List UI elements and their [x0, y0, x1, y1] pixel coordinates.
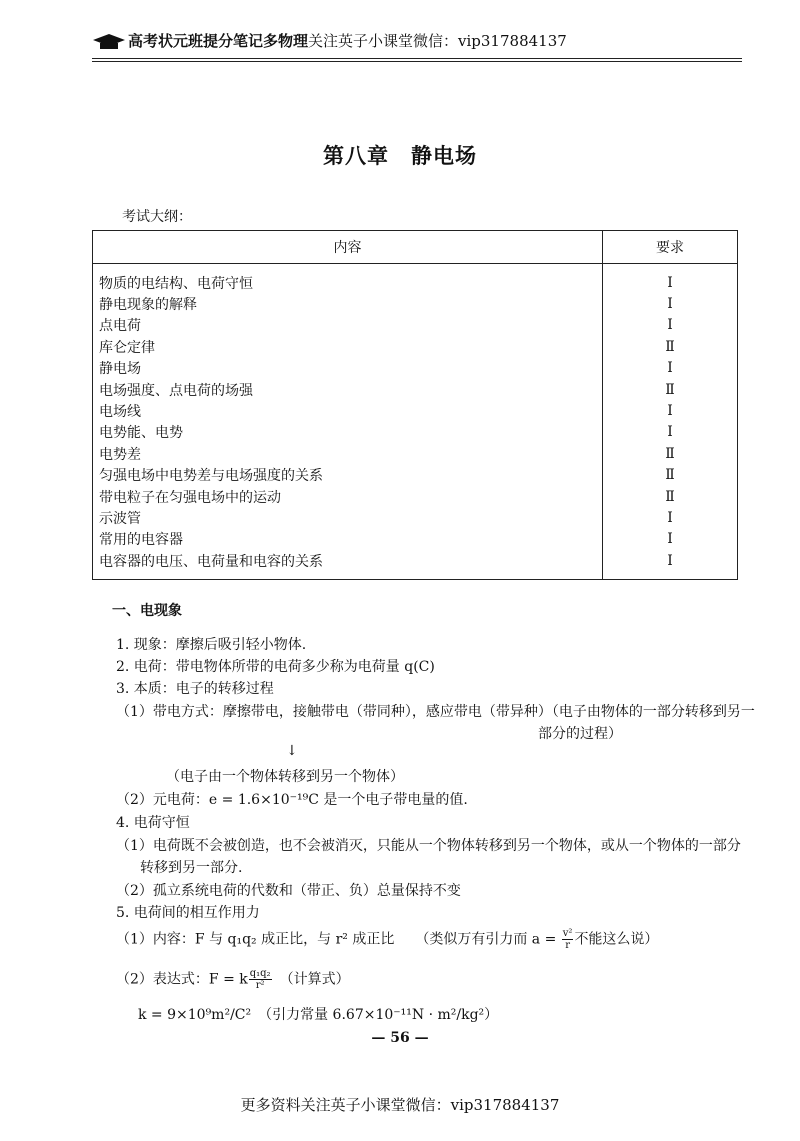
text-line: 5. 电荷间的相互作用力	[116, 905, 260, 921]
row-level: Ⅰ	[667, 274, 673, 291]
text-line: （2）元电荷：e = 1.6×10⁻¹⁹C 是一个电子带电量的值.	[116, 792, 468, 808]
text-line: k = 9×10⁹m²/C² （引力常量 6.67×10⁻¹¹N · m²/kg²）	[138, 1007, 499, 1023]
formula-line-expression	[116, 968, 350, 991]
text-line: 4. 电荷守恒	[116, 815, 190, 831]
table-row	[93, 550, 738, 571]
text-line: （电子由一个物体转移到另一个物体）	[166, 769, 404, 785]
table-row	[93, 443, 738, 464]
formula-text: （1）内容：F 与 q₁q₂ 成正比，与 r² 成正比 （类似万有引力而 a =	[116, 931, 561, 948]
header-text	[128, 30, 567, 51]
fraction-denominator: r²	[255, 980, 265, 991]
page-header	[92, 30, 742, 56]
table-row	[93, 400, 738, 421]
outline-label: 考试大纲：	[122, 209, 192, 225]
fraction	[249, 968, 272, 991]
row-content: 点电荷	[93, 315, 603, 336]
graduation-cap-icon	[92, 32, 126, 52]
table-row	[93, 272, 738, 293]
formula-text: （计算式）	[272, 971, 350, 988]
formula-text: 不能这么说）	[574, 931, 659, 948]
row-content: 电容器的电压、电荷量和电容的关系	[93, 550, 603, 571]
row-level: Ⅰ	[667, 424, 673, 441]
section-heading: 一、电现象	[112, 603, 182, 619]
table-row	[93, 358, 738, 379]
table-row	[93, 315, 738, 336]
fraction-denominator: r	[565, 940, 570, 951]
row-level: Ⅰ	[667, 403, 673, 420]
formula-text: （2）表达式：F = k	[116, 971, 248, 988]
row-content: 常用的电容器	[93, 529, 603, 550]
table-row	[93, 529, 738, 550]
text-line: （1）带电方式：摩擦带电，接触带电（带同种），感应带电（带异种）（电子由物体的一部分转移到另一	[116, 704, 755, 720]
text-line: （2）孤立系统电荷的代数和（带正、负）总量保持不变	[116, 883, 461, 899]
row-level: Ⅰ	[667, 552, 673, 569]
fraction	[562, 928, 574, 951]
down-arrow-icon: ↓	[286, 743, 298, 759]
row-content: 电场强度、点电荷的场强	[93, 379, 603, 400]
column-header-content: 内容	[93, 231, 603, 264]
row-level: Ⅰ	[667, 531, 673, 548]
row-content: 电场线	[93, 400, 603, 421]
row-level: Ⅱ	[665, 381, 675, 398]
row-level: Ⅰ	[667, 360, 673, 377]
chapter-title: 第八章 静电场	[323, 144, 477, 168]
table-row	[93, 486, 738, 507]
text-line: 转移到另一部分.	[140, 860, 243, 876]
row-content: 库仑定律	[93, 336, 603, 357]
requirements-table	[92, 230, 738, 580]
header-rest-text: 关注英子小课堂微信：vip317884137	[308, 32, 567, 50]
text-line: 部分的过程）	[538, 726, 622, 742]
row-level: Ⅰ	[667, 317, 673, 334]
column-header-requirement: 要求	[603, 231, 738, 264]
row-content: 静电现象的解释	[93, 293, 603, 314]
row-content: 物质的电结构、电荷守恒	[93, 272, 603, 293]
text-line: 3. 本质：电子的转移过程	[116, 681, 274, 697]
table-row	[93, 379, 738, 400]
table-row	[93, 465, 738, 486]
row-level: Ⅱ	[665, 488, 675, 505]
row-content: 电势差	[93, 443, 603, 464]
row-content: 电势能、电势	[93, 422, 603, 443]
text-line: （1）电荷既不会被创造，也不会被消灭，只能从一个物体转移到另一个物体，或从一个物体的一部分	[116, 838, 741, 854]
table-row	[93, 507, 738, 528]
header-rule-2	[92, 61, 742, 62]
row-level: Ⅰ	[667, 296, 673, 313]
table-row	[93, 422, 738, 443]
text-line: 2. 电荷：带电物体所带的电荷多少称为电荷量 q(C)	[116, 659, 435, 675]
row-level: Ⅰ	[667, 509, 673, 526]
fraction-numerator: v²	[562, 928, 573, 939]
row-level: Ⅱ	[665, 467, 675, 484]
row-level: Ⅱ	[665, 338, 675, 355]
table-row	[93, 336, 738, 357]
page-number: — 56 —	[371, 1030, 429, 1046]
page-footer: 更多资料关注英子小课堂微信：vip317884137	[240, 1096, 560, 1114]
header-rule-1	[92, 58, 742, 59]
formula-line-content	[116, 928, 658, 951]
row-content: 带电粒子在匀强电场中的运动	[93, 486, 603, 507]
fraction-numerator: q₁q₂	[249, 968, 271, 979]
header-bold-text: 高考状元班提分笔记多物理	[128, 32, 309, 50]
row-content: 静电场	[93, 358, 603, 379]
table-body	[93, 264, 738, 580]
row-level: Ⅱ	[665, 445, 675, 462]
row-content: 匀强电场中电势差与电场强度的关系	[93, 465, 603, 486]
table-row	[93, 293, 738, 314]
row-content: 示波管	[93, 507, 603, 528]
text-line: 1. 现象：摩擦后吸引轻小物体.	[116, 637, 307, 653]
